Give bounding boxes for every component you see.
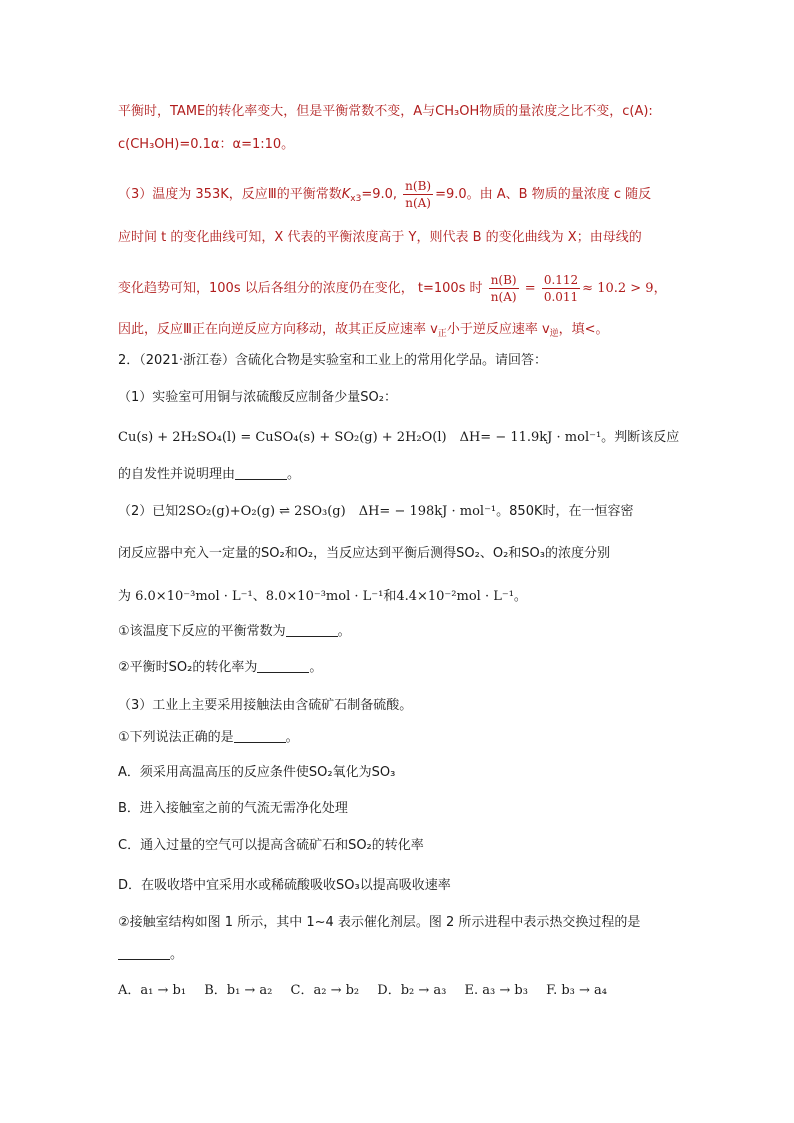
ratio-fraction	[403, 178, 433, 211]
choice-row	[118, 982, 621, 1000]
option-text: C．通入过量的空气可以提高含硫矿石和SO₂的转化率	[118, 838, 424, 853]
fraction-denominator: n(A)	[405, 196, 431, 210]
k-symbol: K	[341, 187, 351, 202]
analysis-text: 应时间 t 的变化曲线可知，X 代表的平衡浓度高于 Y，则代表 B 的变化曲线为 X；由母线的	[118, 230, 642, 245]
part-1-text	[118, 389, 397, 407]
question-text: 。850K时，在一恒容密	[496, 504, 634, 519]
analysis-line-6	[118, 321, 609, 339]
choice-c[interactable]: C．a₂ → b₂	[290, 983, 360, 998]
answer-blank[interactable]	[257, 660, 309, 673]
analysis-line-2	[118, 136, 294, 154]
ratio-fraction	[489, 272, 519, 305]
choice-a[interactable]: A．a₁ → b₁	[118, 983, 187, 998]
equation-1: Cu(s) + 2H₂SO₄(l) = CuSO₄(s) + SO₂(g) + 2H₂O(l) ΔH= − 11.9kJ · mol⁻¹。	[118, 430, 615, 445]
analysis-text: 平衡时，TAME的转化率变大，但是平衡常数不变，A与CH₃OH物质的量浓度之比不变，c(A):	[118, 104, 653, 119]
punctuation: 。	[309, 660, 323, 675]
answer-blank[interactable]	[286, 624, 338, 637]
choice-f[interactable]: F. b₃ → a₄	[546, 983, 607, 998]
analysis-line-4	[118, 229, 642, 247]
subquestion-3-2-blank	[118, 946, 183, 964]
option-text: B．进入接触室之前的气流无需净化处理	[118, 801, 348, 816]
option-text: A．须采用高温高压的反应条件使SO₂氧化为SO₃	[118, 765, 396, 780]
analysis-line-5: 变化趋势可知，100s 以后各组分的浓度仍在变化， t=100s 时 $\frac{n(B)}{n(A)}$ = $\frac{0.112}{0.011}$ ≈ 10.2 > 9，	[118, 273, 667, 304]
choice-e[interactable]: E. a₃ → b₃	[464, 983, 528, 998]
part-2-line-3	[118, 588, 527, 606]
question-text: （1）实验室可用铜与浓硫酸反应制备少量SO₂：	[118, 390, 397, 405]
question-source: （2021·浙江卷）	[139, 353, 235, 368]
answer-blank[interactable]	[234, 730, 286, 743]
punctuation: 。	[287, 467, 301, 482]
choice-d[interactable]: D．b₂ → a₃	[377, 983, 447, 998]
question-text: ①该温度下反应的平衡常数为	[118, 624, 286, 639]
subquestion-2-1	[118, 623, 351, 641]
question-text: （3）工业上主要采用接触法由含硫矿石制备硫酸。	[118, 698, 413, 713]
analysis-text: =9.0,	[361, 187, 398, 202]
punctuation: 。	[337, 624, 351, 639]
part-3-text	[118, 697, 412, 715]
question-text: 含硫化合物是实验室和工业上的常用化学品。请回答：	[235, 353, 548, 368]
fraction-numerator: n(B)	[490, 273, 517, 287]
analysis-text: 因此，反应Ⅲ正在向逆反应方向移动，故其正反应速率 v	[118, 322, 438, 337]
analysis-text: 小于逆反应速率 v	[446, 322, 550, 337]
fraction-denominator: n(A)	[490, 290, 517, 304]
fraction-denominator: 0.011	[543, 290, 579, 304]
analysis-text: ≈ 10.2 > 9，	[582, 281, 667, 296]
option-text: D．在吸收塔中宜采用水或稀硫酸吸收SO₃以提高吸收速率	[118, 878, 451, 893]
question-number: 2．	[118, 353, 140, 368]
subquestion-3-2	[118, 914, 640, 932]
question-text: 的自发性并说明理由	[118, 467, 236, 482]
analysis-text: c(CH₃OH)=0.1α：α=1:10。	[118, 137, 295, 152]
analysis-text: （3）温度为 353K，反应Ⅲ的平衡常数	[118, 187, 342, 202]
punctuation: 。	[285, 730, 299, 745]
value-fraction	[542, 272, 580, 305]
k-subscript: x3	[350, 194, 362, 204]
punctuation: 。	[170, 947, 184, 962]
question-header	[118, 352, 547, 370]
question-text: （2）已知	[118, 504, 179, 519]
subquestion-3-1	[118, 729, 299, 747]
part-2-line-2	[118, 545, 610, 563]
analysis-line-3	[118, 178, 651, 211]
question-text: ②接触室结构如图 1 所示，其中 1~4 表示催化剂层。图 2 所示进程中表示热交换过程的是	[118, 915, 641, 930]
question-text: ②平衡时SO₂的转化率为	[118, 660, 258, 675]
subquestion-2-2	[118, 659, 322, 677]
analysis-text: ，填<。	[558, 322, 609, 337]
v-reverse-subscript: 逆	[549, 329, 559, 339]
analysis-text: 变化趋势可知，100s 以后各组分的浓度仍在变化， t=100s 时	[118, 281, 483, 296]
fraction-numerator: n(B)	[405, 179, 432, 193]
question-text: 为 6.0×10⁻³mol · L⁻¹、8.0×10⁻³mol · L⁻¹和4.4×10⁻²mol · L⁻¹。	[118, 589, 527, 604]
question-text: 判断该反应	[614, 430, 680, 445]
analysis-line-1	[118, 103, 653, 121]
equation-1-line	[118, 429, 679, 447]
part-2-line-1	[118, 503, 634, 521]
question-text: ①下列说法正确的是	[118, 730, 234, 745]
question-text: 闭反应器中充入一定量的SO₂和O₂，当反应达到平衡后测得SO₂、O₂和SO₃的浓度分别	[118, 546, 610, 561]
answer-blank[interactable]	[118, 947, 170, 960]
option-d[interactable]	[118, 877, 451, 895]
equation-2: 2SO₂(g)+O₂(g) ⇌ 2SO₃(g) ΔH= − 198kJ · mol⁻¹	[178, 504, 497, 519]
option-a[interactable]	[118, 764, 395, 782]
option-b[interactable]	[118, 800, 348, 818]
choice-b[interactable]: B．b₁ → a₂	[204, 983, 273, 998]
v-forward-subscript: 正	[437, 329, 447, 339]
answer-blank[interactable]	[235, 467, 287, 480]
part-1-prompt	[118, 466, 300, 484]
fraction-numerator: 0.112	[543, 273, 579, 287]
analysis-text: =9.0。由 A、B 物质的量浓度 c 随反	[435, 187, 652, 202]
option-c[interactable]	[118, 837, 424, 855]
